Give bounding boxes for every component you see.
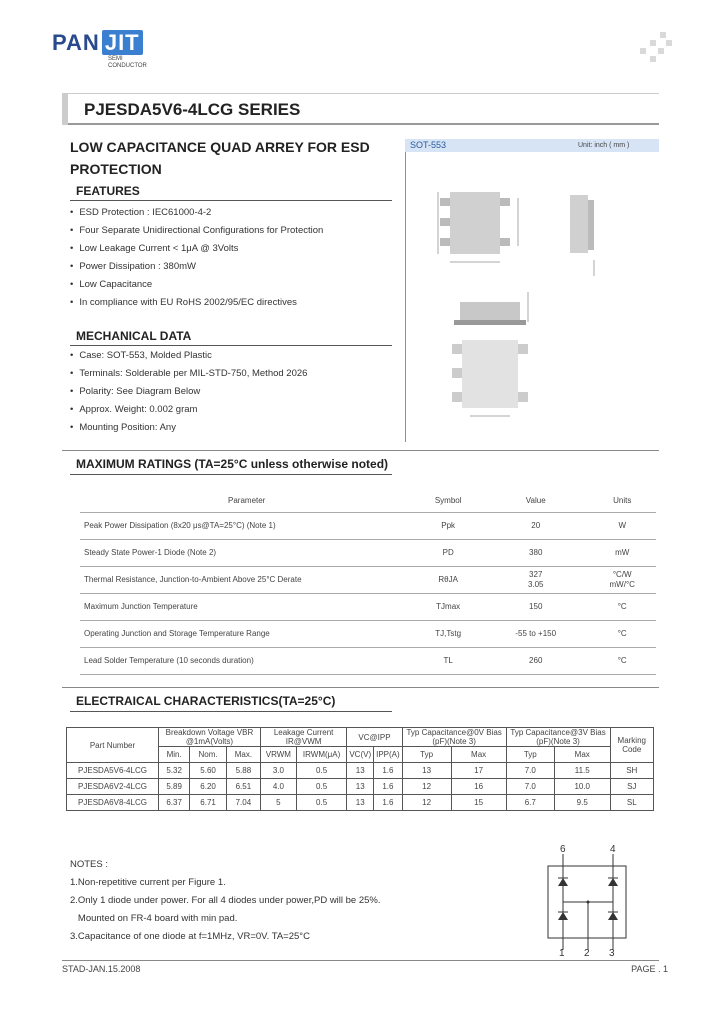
table-row: [80, 566, 656, 593]
ec-subheader: Max: [451, 747, 506, 763]
ec-cell: 9.5: [554, 795, 610, 811]
ec-subheader: Typ: [402, 747, 451, 763]
note-line: 3.Capacitance of one diode at f=1MHz, VR=0V. TA=25°C: [70, 931, 310, 942]
features-list: [70, 204, 323, 312]
mr-symbol: TJ,Tstg: [413, 620, 483, 647]
mr-symbol: TJmax: [413, 593, 483, 620]
footer-page: PAGE . 1: [631, 964, 668, 974]
ec-cell: 7.0: [506, 779, 554, 795]
logo-sub1: SEMI: [108, 56, 123, 62]
mechanical-list: [70, 347, 307, 437]
ec-cell: 6.37: [159, 795, 190, 811]
ec-cell: 6.51: [226, 779, 260, 795]
elec-table: [66, 727, 654, 811]
ec-cell: SJ: [610, 779, 653, 795]
note-line: Mounted on FR-4 board with min pad.: [70, 913, 238, 924]
table-row: [67, 779, 654, 795]
ec-h-bv: Breakdown Voltage VBR @1mA(Volts): [159, 728, 261, 747]
pin-6: 6: [560, 844, 566, 855]
table-row: [80, 593, 656, 620]
ec-cell: 0.5: [296, 763, 346, 779]
ec-cell: 11.5: [554, 763, 610, 779]
ec-cell: 15: [451, 795, 506, 811]
table-row: [67, 763, 654, 779]
ec-cell: 12: [402, 795, 451, 811]
ec-cell: 5: [260, 795, 296, 811]
table-row: [80, 539, 656, 566]
pin-3: 3: [609, 948, 615, 959]
mr-symbol: Ppk: [413, 512, 483, 539]
ec-cell: 5.89: [159, 779, 190, 795]
heading-line1: LOW CAPACITANCE QUAD ARREY FOR ESD: [70, 139, 370, 155]
ec-h-part: Part Number: [67, 728, 159, 763]
feature-item: • Low Leakage Current < 1μA @ 3Volts: [70, 240, 323, 258]
mr-symbol: RθJA: [413, 566, 483, 593]
mr-symbol: TL: [413, 647, 483, 674]
ec-subheader: Max: [554, 747, 610, 763]
note-line: 1.Non-repetitive current per Figure 1.: [70, 877, 226, 888]
ec-cell: 13: [347, 779, 374, 795]
mr-units: °C: [588, 620, 656, 647]
unit-label: Unit: inch ( mm ): [578, 142, 630, 149]
page-title: PJESDA5V6-4LCG SERIES: [84, 100, 301, 119]
ec-cell: 0.5: [296, 779, 346, 795]
feature-item: • Power Dissipation : 380mW: [70, 258, 323, 276]
package-name: SOT-553: [410, 140, 447, 150]
table-row: [80, 512, 656, 539]
mr-param: Maximum Junction Temperature: [80, 593, 413, 620]
mr-value: 260: [483, 647, 588, 674]
mechanical-title: MECHANICAL DATA: [76, 329, 192, 343]
note-line: 2.Only 1 diode under power. For all 4 diodes under power,PD will be 25%.: [70, 895, 381, 906]
mechanical-item: • Terminals: Solderable per MIL-STD-750, Method 2026: [70, 365, 307, 383]
features-title: FEATURES: [76, 184, 140, 198]
ec-cell: 6.7: [506, 795, 554, 811]
mr-h-param: Parameter: [228, 496, 266, 506]
feature-item: • Low Capacitance: [70, 276, 323, 294]
feature-item: • ESD Protection : IEC61000-4-2: [70, 204, 323, 222]
mechanical-item: • Mounting Position: Any: [70, 419, 307, 437]
mr-h-symbol: Symbol: [434, 496, 462, 506]
ec-subheader: Max.: [226, 747, 260, 763]
mr-param: Peak Power Dissipation (8x20 μs@TA=25°C) (Note 1): [80, 512, 413, 539]
mr-value: -55 to +150: [483, 620, 588, 647]
ec-cell: 6.20: [190, 779, 227, 795]
max-ratings-table: [80, 490, 656, 675]
main-heading: [70, 136, 400, 180]
ec-cell: 0.5: [296, 795, 346, 811]
mr-symbol: PD: [413, 539, 483, 566]
mr-units: W: [588, 512, 656, 539]
pin-4: 4: [610, 844, 616, 855]
mechanical-item: • Case: SOT-553, Molded Plastic: [70, 347, 307, 365]
mr-units: °C: [588, 647, 656, 674]
mr-value: 150: [483, 593, 588, 620]
ec-cell: 13: [347, 795, 374, 811]
ec-cell: SL: [610, 795, 653, 811]
mr-units: mW: [588, 539, 656, 566]
ec-cell: 16: [451, 779, 506, 795]
ec-cell: 5.32: [159, 763, 190, 779]
pin-diagram: [540, 842, 640, 960]
ec-cell: 3.0: [260, 763, 296, 779]
logo-sub2: CONDUCTOR: [108, 63, 147, 69]
ec-cell: 10.0: [554, 779, 610, 795]
ec-cell: 5.60: [190, 763, 227, 779]
mr-value: 327 3.05: [483, 566, 588, 593]
mr-value: 380: [483, 539, 588, 566]
table-row: [67, 795, 654, 811]
ec-cell: 7.04: [226, 795, 260, 811]
part-number: PJESDA5V6-4LCG: [67, 763, 159, 779]
mr-param: Steady State Power-1 Diode (Note 2): [80, 539, 413, 566]
mr-units: °C: [588, 593, 656, 620]
logo-jit: JIT: [102, 30, 143, 55]
notes: [70, 856, 381, 946]
ec-cell: SH: [610, 763, 653, 779]
part-number: PJESDA6V2-4LCG: [67, 779, 159, 795]
ec-cell: 4.0: [260, 779, 296, 795]
ec-cell: 5.88: [226, 763, 260, 779]
notes-title: NOTES :: [70, 859, 109, 870]
ec-cell: 1.6: [374, 795, 403, 811]
package-drawing: [410, 180, 630, 430]
part-number: PJESDA6V8-4LCG: [67, 795, 159, 811]
ec-cell: 17: [451, 763, 506, 779]
ec-cell: 1.6: [374, 763, 403, 779]
logo-pan: PAN: [52, 30, 100, 55]
mr-value: 20: [483, 512, 588, 539]
pin-1: 1: [559, 948, 565, 959]
ec-h-leak: Leakage Current IR@VWM: [260, 728, 346, 747]
ec-subheader: VC(V): [347, 747, 374, 763]
table-row: [80, 647, 656, 674]
feature-item: • In compliance with EU RoHS 2002/95/EC directives: [70, 294, 323, 312]
mr-param: Lead Solder Temperature (10 seconds duration): [80, 647, 413, 674]
ec-cell: 12: [402, 779, 451, 795]
footer-date: STAD-JAN.15.2008: [62, 964, 141, 974]
mr-param: Operating Junction and Storage Temperature Range: [80, 620, 413, 647]
ec-h-mark: Marking Code: [610, 728, 653, 763]
elec-title: ELECTRAICAL CHARACTERISTICS(TA=25°C): [76, 694, 336, 708]
table-row: [80, 620, 656, 647]
mechanical-item: • Polarity: See Diagram Below: [70, 383, 307, 401]
heading-line2: PROTECTION: [70, 161, 162, 177]
ec-subheader: Nom.: [190, 747, 227, 763]
pin-2: 2: [584, 948, 590, 959]
ec-cell: 6.71: [190, 795, 227, 811]
logo: [52, 30, 147, 70]
mr-h-units: Units: [613, 496, 632, 506]
ec-cell: 7.0: [506, 763, 554, 779]
ec-subheader: IPP(A): [374, 747, 403, 763]
max-ratings-title: MAXIMUM RATINGS (TA=25°C unless otherwise noted): [76, 457, 389, 471]
feature-item: • Four Separate Unidirectional Configurations for Protection: [70, 222, 323, 240]
ec-h-cap0: Typ Capacitance@0V Bias (pF)(Note 3): [402, 728, 506, 747]
ec-cell: 13: [347, 763, 374, 779]
ec-subheader: Typ: [506, 747, 554, 763]
ec-cell: 13: [402, 763, 451, 779]
ec-h-vc: VC@IPP: [347, 728, 402, 747]
ec-subheader: IRWM(μA): [296, 747, 346, 763]
mr-h-value: Value: [525, 496, 546, 506]
mr-param: Thermal Resistance, Junction-to-Ambient Above 25°C Derate: [80, 566, 413, 593]
ec-cell: 1.6: [374, 779, 403, 795]
ec-subheader: Min.: [159, 747, 190, 763]
mr-units: °C/W mW/°C: [588, 566, 656, 593]
ec-subheader: VRWM: [260, 747, 296, 763]
mechanical-item: • Approx. Weight: 0.002 gram: [70, 401, 307, 419]
ec-h-cap3: Typ Capacitance@3V Bias (pF)(Note 3): [506, 728, 610, 747]
